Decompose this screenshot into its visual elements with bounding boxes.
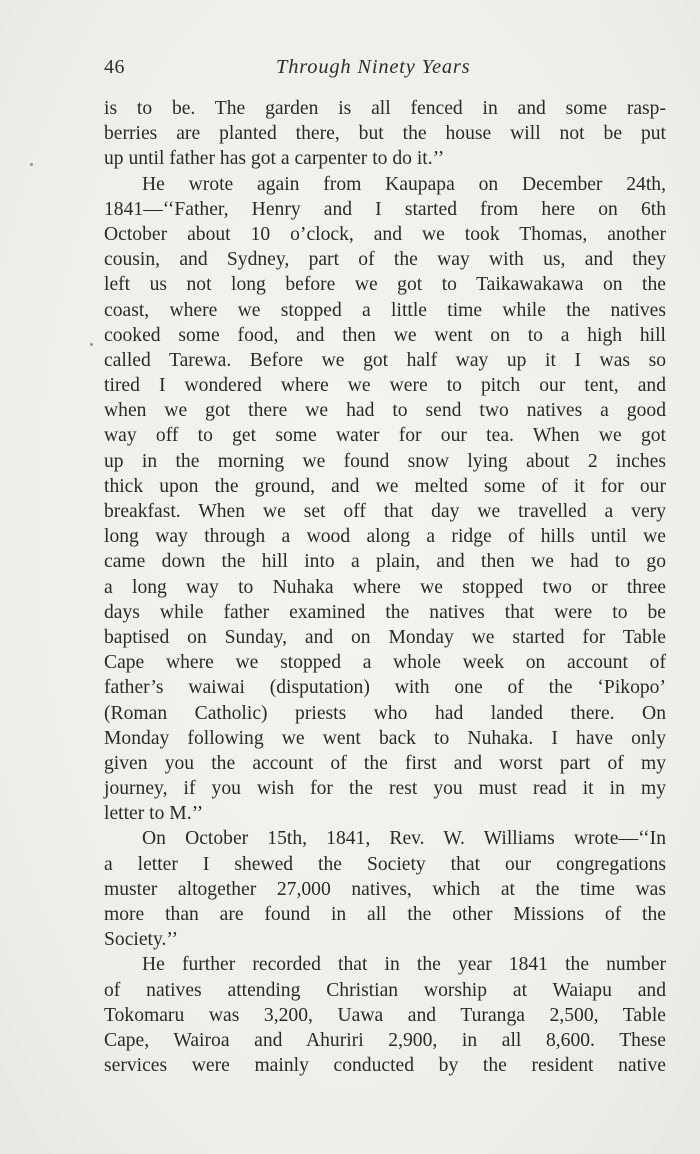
text-line: Tokomaru was 3,200, Uawa and Turanga 2,500, Table — [104, 1004, 666, 1026]
text-line: up in the morning we found snow lying about 2 inches — [104, 450, 666, 472]
page-header — [104, 56, 666, 84]
paper-speck — [30, 163, 33, 166]
text-line: long way through a wood along a ridge of hills until we — [104, 526, 666, 548]
page-number: 46 — [104, 56, 125, 78]
paragraph-start-line: On October 15th, 1841, Rev. W. Williams wrote—‘‘In — [142, 828, 666, 850]
text-line: up until father has got a carpenter to do it.’’ — [104, 148, 445, 170]
text-line: muster altogether 27,000 natives, which at the time was — [104, 878, 666, 900]
text-line: October about 10 o’clock, and we took Thomas, another — [104, 223, 666, 245]
text-line: services were mainly conducted by the resident native — [104, 1055, 666, 1077]
text-line: Cape, Wairoa and Ahuriri 2,900, in all 8,600. These — [104, 1029, 666, 1051]
text-line: more than are found in all the other Missions of the — [104, 904, 666, 925]
text-line: breakfast. When we set off that day we travelled a very — [104, 501, 666, 522]
paper-speck — [90, 343, 93, 346]
text-line: cooked some food, and then we went on to a high hill — [104, 324, 666, 346]
paragraph-start-line: He wrote again from Kaupapa on December 24th, — [142, 173, 666, 195]
text-line: Monday following we went back to Nuhaka. I have only — [104, 727, 666, 749]
text-line: (Roman Catholic) priests who had landed there. On — [104, 702, 666, 724]
text-line: left us not long before we got to Taikawakawa on the — [104, 274, 666, 296]
text-line: when we got there we had to send two natives a good — [104, 400, 666, 422]
text-line: Society.’’ — [104, 929, 178, 951]
text-line: of natives attending Christian worship at Waiapu and — [104, 979, 666, 1001]
text-line: a letter I shewed the Society that our congregations — [104, 853, 666, 875]
text-line: way off to get some water for our tea. When we got — [104, 425, 666, 447]
text-line: called Tarewa. Before we got half way up it I was so — [104, 349, 666, 371]
text-line: berries are planted there, but the house will not be put — [104, 123, 666, 145]
text-line: 1841—‘‘Father, Henry and I started from here on 6th — [104, 198, 666, 220]
body-text — [104, 96, 666, 1078]
text-line: letter to M.’’ — [104, 803, 204, 825]
text-line: tired I wondered where we were to pitch our tent, and — [104, 375, 666, 397]
text-line: Cape where we stopped a whole week on account of — [104, 652, 666, 674]
paragraph-start-line: He further recorded that in the year 1841 the number — [142, 954, 666, 976]
text-line: given you the account of the first and worst part of my — [104, 752, 666, 774]
text-line: father’s waiwai (disputation) with one of the ‘Pikopo’ — [104, 677, 666, 699]
text-line: thick upon the ground, and we melted some of it for our — [104, 475, 666, 497]
text-line: cousin, and Sydney, part of the way with us, and they — [104, 249, 666, 271]
text-line: coast, where we stopped a little time while the natives — [104, 299, 666, 321]
text-line: came down the hill into a plain, and then we had to go — [104, 551, 666, 573]
text-line: a long way to Nuhaka where we stopped two or three — [104, 576, 666, 598]
text-line: baptised on Sunday, and on Monday we started for Table — [104, 626, 666, 648]
text-line: days while father examined the natives that were to be — [104, 601, 666, 623]
text-line: journey, if you wish for the rest you must read it in my — [104, 778, 666, 800]
running-title: Through Ninety Years — [276, 56, 471, 78]
text-line: is to be. The garden is all fenced in and some rasp- — [104, 98, 666, 119]
